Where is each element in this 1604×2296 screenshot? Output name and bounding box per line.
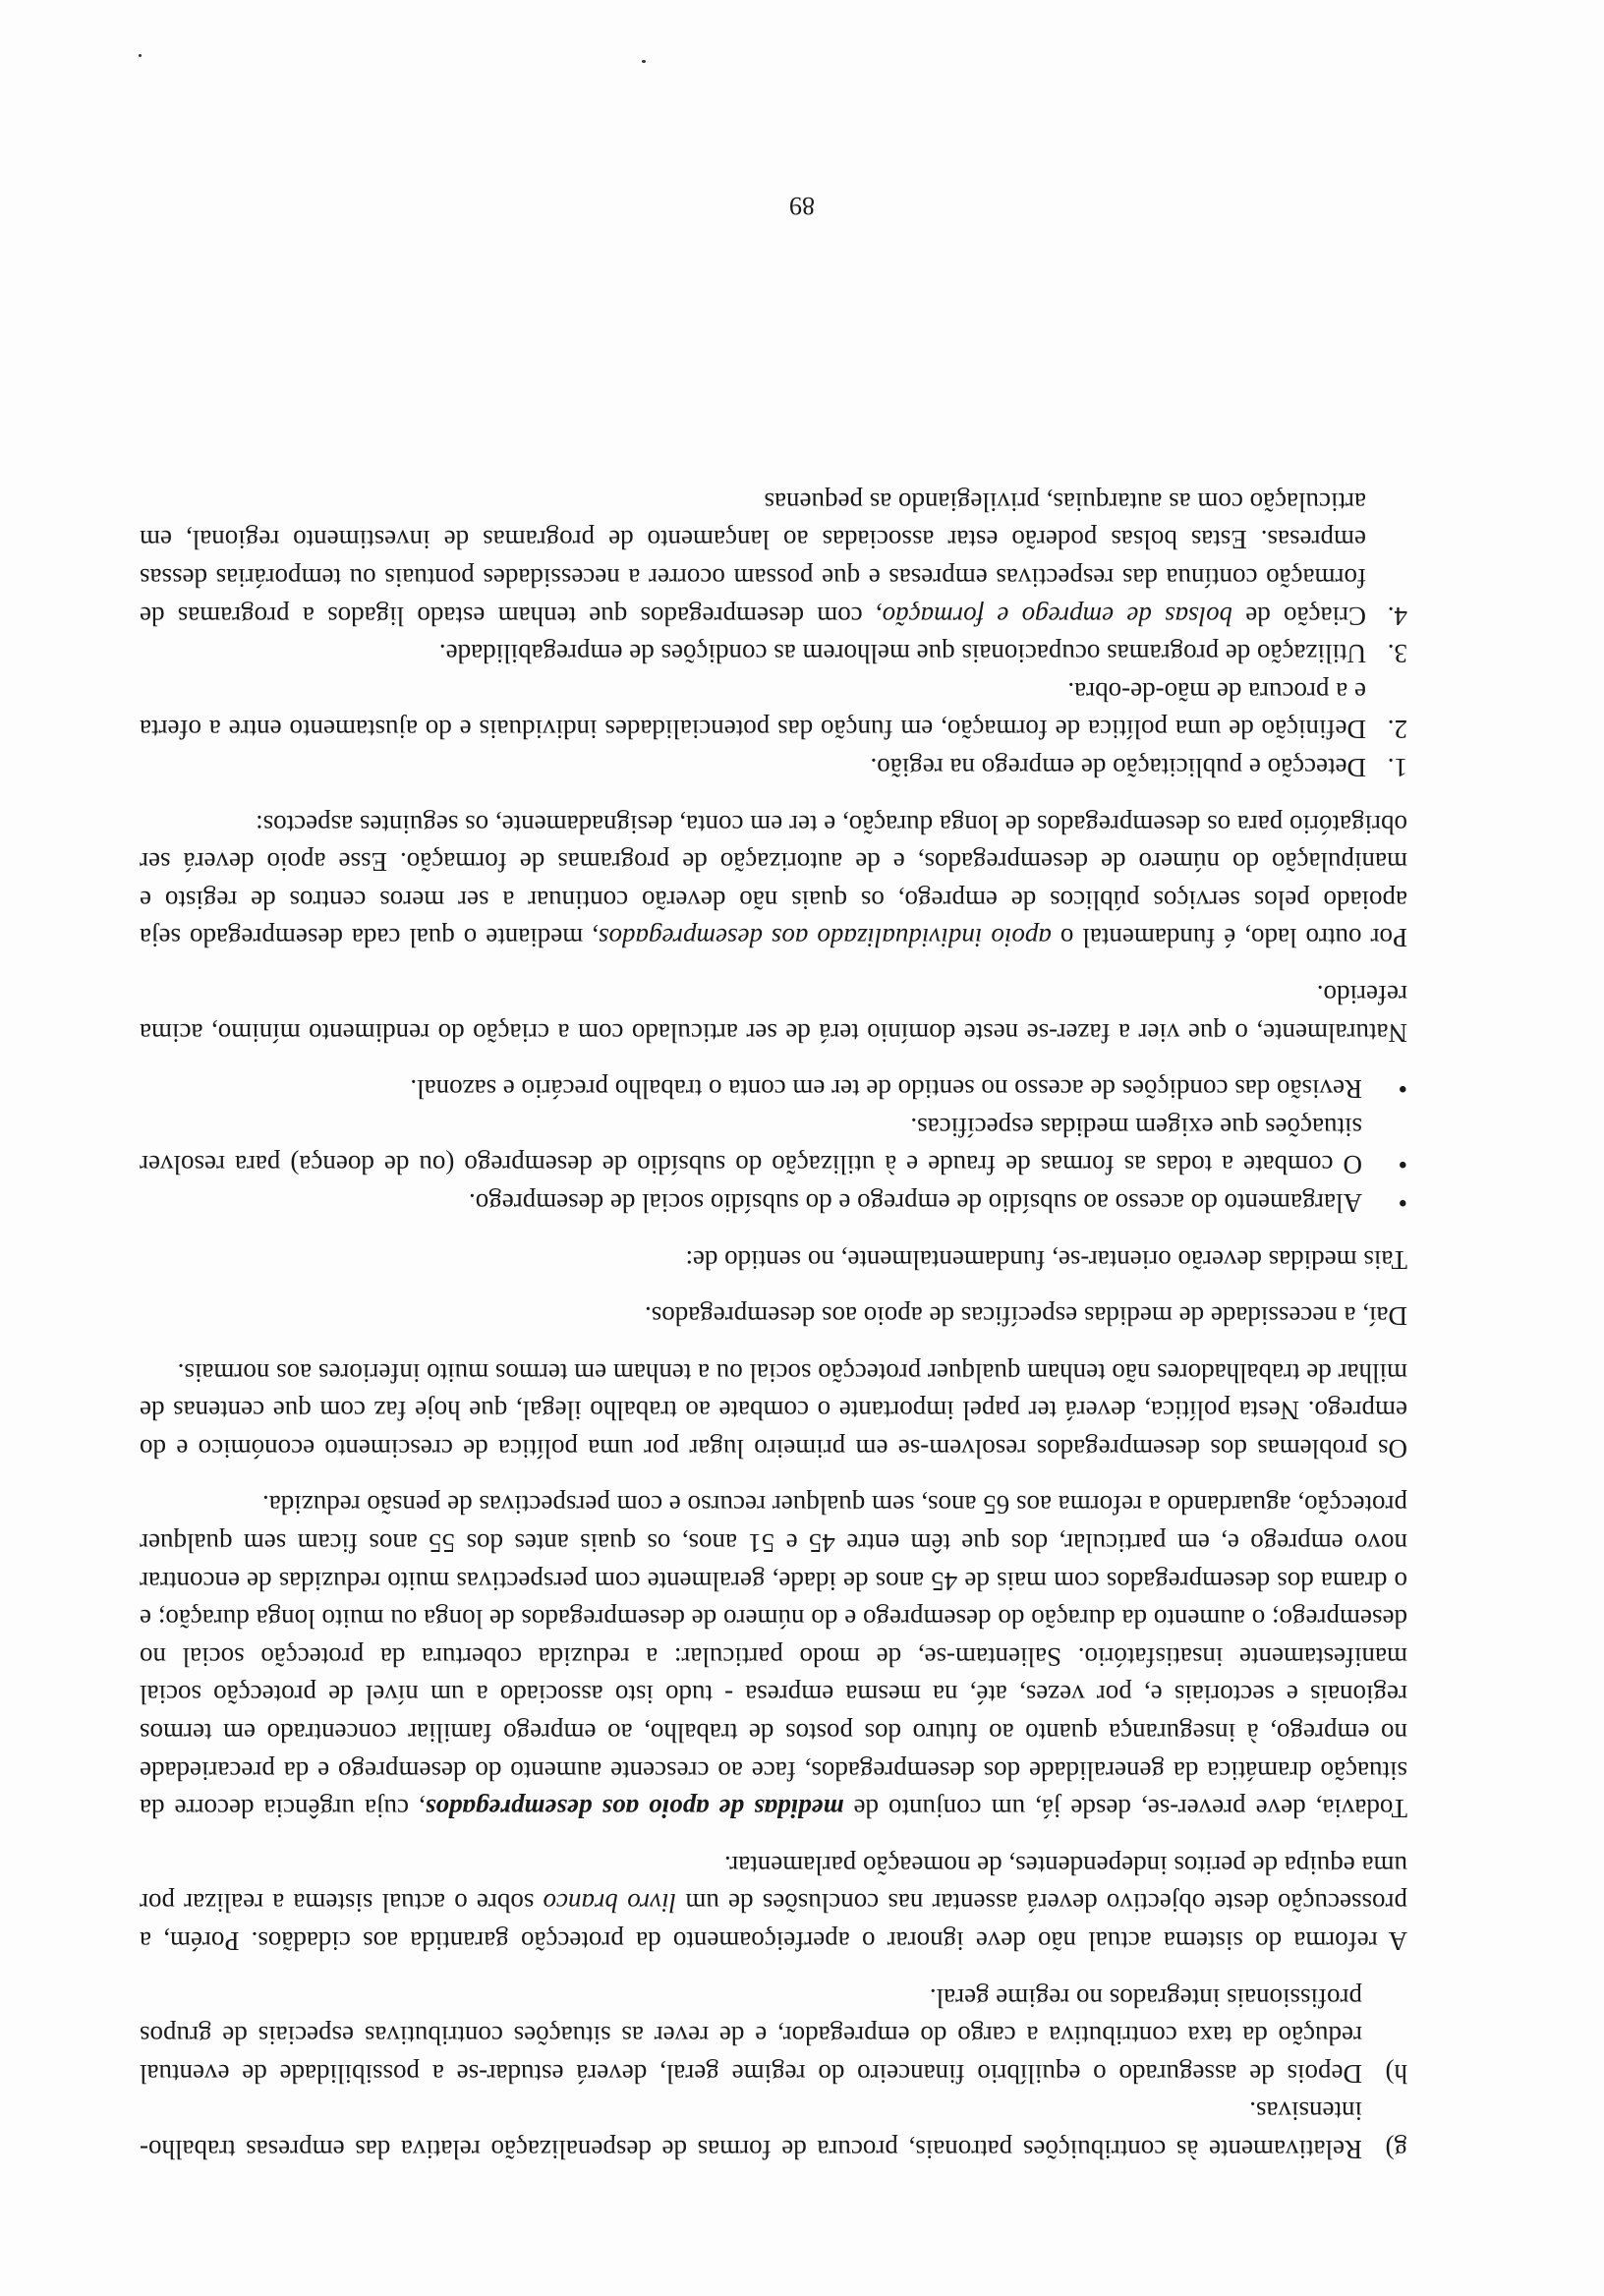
bullet-icon: • [1398, 1150, 1407, 1180]
numbered-list [140, 483, 1407, 786]
item-text: Definição de uma política de formação, em função das potencialidades individuais e do ajustamento entre a oferta e a procura de mão-de-obra. [140, 676, 1366, 745]
por-outro-start: Por outro lado, é fundamental o [1051, 923, 1407, 953]
item-number: 2. [1387, 715, 1407, 745]
bullet-icon: • [1398, 1074, 1407, 1105]
bullet-text: O combate a todas as formas de fraude e à utilização do subsídio de desemprego (ou de doença) para resolver situações que exigem medidas específicas. [140, 1112, 1362, 1180]
bullet-text: Alargamento do acesso ao subsídio de emprego e do subsídio social de desemprego. [468, 1187, 1362, 1218]
bullet-item [140, 1108, 1407, 1183]
item-marker: h) [1385, 2058, 1407, 2089]
por-outro-rest: , mediante o qual cada desempregado seja apoiado pelos serviços públicos de emprego, os quais não deverão continuar a ser meros centros de registo e manipulação do número de desempregados, e de autorização de programas de formação. Esse apoio deverá ser obrigatório para os desempregados de longa duração, e ter em conta, designadamente, os seguintes aspectos: [140, 809, 1407, 953]
reform-sentence-1: A reforma do sistema actual não deve ignorar o aperfeiçoamento da protecção garantida aos cidadãos. [251, 1926, 1407, 1957]
paragraph-tais: Tais medidas deverão orientar-se, fundamentalmente, no sentido de: [685, 1244, 1407, 1275]
scan-speck [139, 54, 142, 57]
item-number: 4. [1387, 601, 1407, 631]
paragraph-por-outro-lado [140, 805, 1407, 956]
bolsas-emphasis: bolsas de emprego e formação [882, 601, 1233, 631]
item-text: Detecção e publicitação de emprego na região. [870, 753, 1366, 782]
item-number: 1. [1387, 753, 1407, 782]
item-text: Depois de assegurado o equilíbrio financeiro do regime geral, deverá estudar-se a possibilidade de eventual redução da taxa contributiva a cargo do empregador, e de rever as situações contributivas especiais de grupos profissionais integrados no regime geral. [140, 1982, 1362, 2089]
page-number: 89 [789, 192, 815, 220]
item-marker: g) [1385, 2135, 1407, 2164]
bullet-icon: • [1398, 1187, 1407, 1218]
item-text: Relativamente às contribuições patronais, procura de formas de despenalização relativa das empresas trabalho-intensivas. [140, 2096, 1362, 2164]
scan-speck [642, 60, 646, 63]
list-item-g [140, 2093, 1407, 2168]
item-text: Utilização de programas ocupacionais que melhorem as condições de empregabilidade. [438, 639, 1366, 669]
item-number: 3. [1387, 639, 1407, 669]
todavia-start: Todavia, deve prever-se, desde já, um conjunto de [843, 1794, 1407, 1824]
apoio-emphasis: apoio individualizado aos desempregados [598, 923, 1052, 953]
numbered-item [140, 635, 1407, 673]
list-item-h [140, 1979, 1407, 2093]
numbered-item [140, 483, 1407, 634]
lettered-list [140, 1979, 1407, 2168]
bullet-list [140, 1070, 1407, 1222]
paragraph-dai: Daí, a necessidade de medidas específicas de apoio aos desempregados. [645, 1301, 1407, 1332]
item-text-rest: , com desempregados que tenham estado ligados a programas de formação contínua das respectivas empresas e que possam ocorrer a necessidades pontuais ou temporárias dessas empresas. Estas bolsas poderão estar associadas ao lançamento de programas de investimento regional, em articulação com as autarquias, privilegiando as pequenas [139, 487, 1366, 631]
bullet-item [140, 1070, 1407, 1109]
medidas-emphasis: medidas de apoio aos desempregados [425, 1794, 844, 1824]
paragraph-problems: Os problemas dos desempregados resolvem-se em primeiro lugar por uma política de crescimento económico e do emprego. Nesta política, deverá ter papel importante o combate ao trabalho ilegal, que hoje faz com que centenas de milhar de trabalhadores não tenham qualquer protecção social ou a tenham em termos muito inferiores aos normais. [140, 1357, 1407, 1464]
numbered-item [140, 672, 1407, 748]
paragraph-reform [140, 1846, 1407, 1960]
todavia-rest: , cuja urgência decorre da situação dramática da generalidade dos desempregados, face ao crescente aumento do desemprego e da precariedade no emprego, à insegurança quanto ao futuro dos postos de trabalho, ao emprego familiar concentrado em termos regionais e sectoriais e, por vezes, até, na mesma empresa - tudo isto associado a um nível de protecção social manifestamente insatisfatório. Salientam-se, de modo particular: a reduzida cobertura da protecção social no desemprego; o aumento da duração do desemprego e do número de desempregados de longa ou muito longa duração; e o drama dos desempregados com mais de 45 anos de idade, geralmente com perspectivas muito reduzidas de encontrar novo emprego e, em particular, dos que têm entre 45 e 51 anos, os quais antes dos 55 anos ficam sem qualquer protecção, aguardando a reforma aos 65 anos, sem qualquer recurso e com perspectivas de pensão reduzida. [140, 1490, 1407, 1824]
bullet-item [140, 1183, 1407, 1222]
reform-sentence-2b: sobre o actual sistema a realizar por uma equipa de peritos independentes, de nomeação parlamentar. [140, 1850, 1407, 1919]
item-text-start: Criação de [1232, 601, 1366, 631]
bullet-text: Revisão das condições de acesso no sentido de ter em conta o trabalho precário e sazonal. [410, 1074, 1362, 1105]
reform-sentence-2a: Porém, a prossecução deste objectivo deverá assentar nas conclusões de um [140, 1888, 1407, 1957]
page-body [140, 464, 1407, 2168]
livro-branco-emphasis: livro branco [543, 1888, 677, 1919]
numbered-item [140, 748, 1407, 786]
paragraph-todavia [140, 1486, 1407, 1827]
paragraph-naturalmente: Naturalmente, o que vier a fazer-se neste domínio terá de ser articulado com a criação do rendimento mínimo, acima referido. [140, 979, 1407, 1048]
